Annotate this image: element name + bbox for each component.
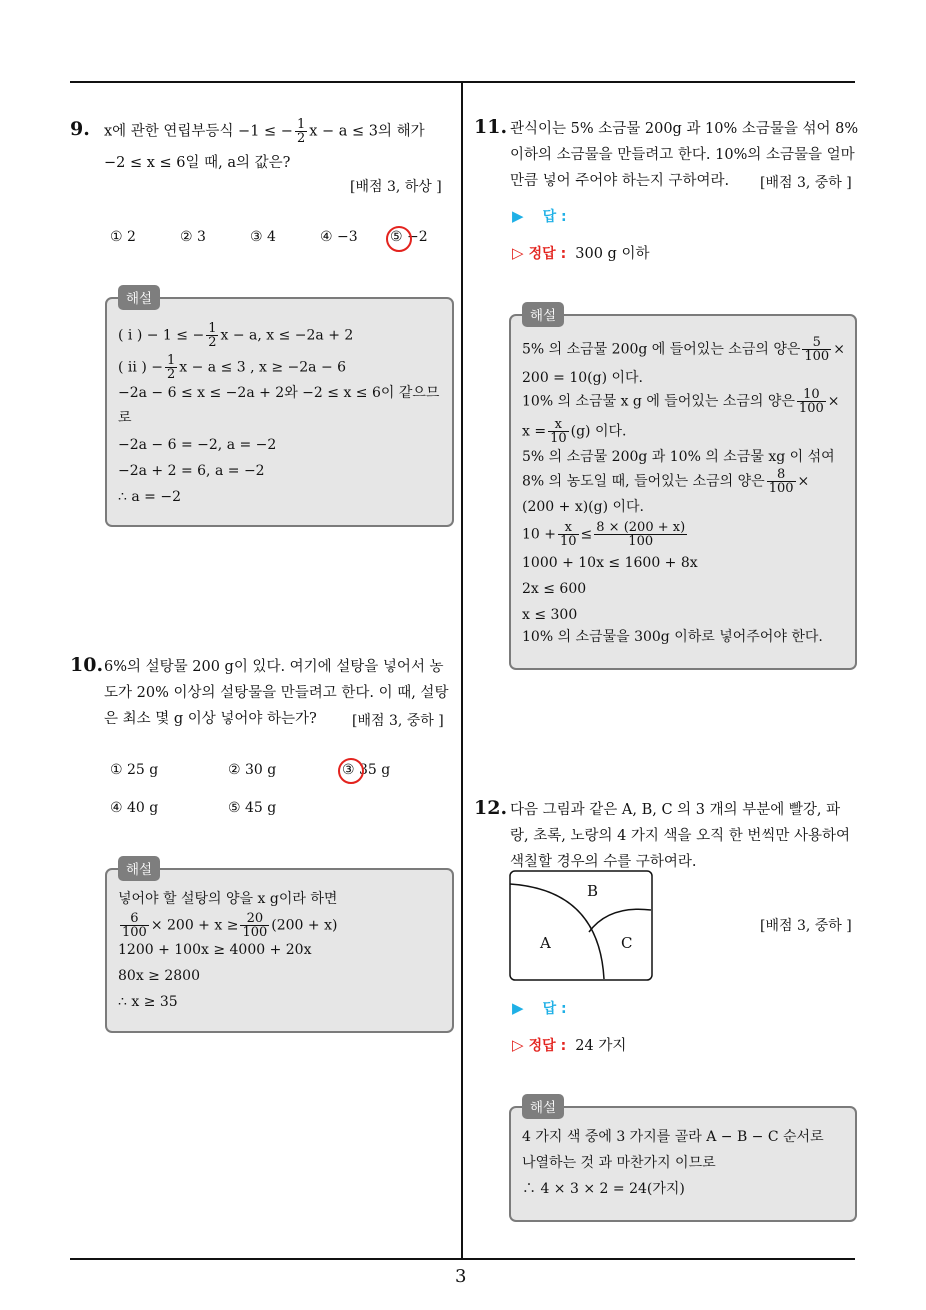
question-text-line: 이하의 소금물을 만들려고 한다. 10%의 소금물을 얼마: [510, 147, 855, 163]
explanation-line: 80x ≥ 2800: [118, 968, 200, 984]
correct-label: 정답 :: [528, 1038, 567, 1054]
answer-label: 답 :: [542, 209, 567, 225]
question-text-line: 도가 20% 이상의 설탕물을 만들려고 한다. 이 때, 설탕: [104, 685, 449, 701]
question-text-line: −2 ≤ x ≤ 6일 때, a의 값은?: [104, 155, 291, 171]
question-text-line: 다음 그림과 같은 A, B, C 의 3 개의 부분에 빨강, 파: [510, 802, 841, 818]
question-text-line: 만큼 넣어 주어야 하는지 구하여라.: [510, 173, 730, 189]
explanation-line: x = $\frac{x}{10}$ (g) 이다.: [522, 417, 627, 446]
explanation-line: 1200 + 100x ≥ 4000 + 20x: [118, 942, 312, 958]
difficulty-label: [배점 3, 하상 ]: [350, 179, 442, 195]
play-arrow-icon: ▶: [512, 207, 524, 225]
question-text-line: 6%의 설탕물 200 g이 있다. 여기에 설탕을 넣어서 농: [104, 659, 444, 675]
answer-circle-mark: [386, 226, 412, 252]
fraction: $\frac{x}{10}$: [550, 417, 567, 446]
choice-3[interactable]: ③ 4: [250, 229, 276, 245]
explanation-line: ∴ a = −2: [118, 489, 181, 505]
difficulty-label: [배점 3, 중하 ]: [760, 918, 852, 934]
explanation-line: 4 가지 색 중에 3 가지를 골라 A − B − C 순서로: [522, 1129, 824, 1145]
fraction: $\frac{10}{100}$: [798, 387, 824, 416]
answer-circle-mark: [338, 758, 364, 784]
play-arrow-icon: ▶: [512, 999, 524, 1017]
question-text-line: 색칠할 경우의 수를 구하여라.: [510, 854, 697, 870]
correct-answer-row: [512, 242, 649, 263]
explanation-line: 200 = 10(g) 이다.: [522, 370, 644, 386]
choice-4[interactable]: ④ 40 g: [110, 800, 159, 816]
page-number: 3: [455, 1266, 467, 1287]
explanation-line: 나열하는 것 과 마찬가지 이므로: [522, 1155, 716, 1171]
answer-row: [512, 998, 567, 1018]
explanation-line: 로: [118, 410, 132, 426]
fraction: $\frac{5}{100}$: [804, 335, 830, 364]
explanation-line: −2a + 2 = 6, a = −2: [118, 463, 265, 479]
outline-arrow-icon: ▷: [512, 1036, 524, 1054]
figure-label-b: B: [587, 882, 599, 900]
arc-b-c: [589, 909, 651, 932]
column-divider: [461, 81, 463, 1259]
choice-2[interactable]: ② 3: [180, 229, 206, 245]
explanation-line: $\frac{6}{100}$ × 200 + x ≥ $\frac{20}{100}$ (200 + x): [122, 911, 338, 940]
question-number: 10.: [70, 654, 104, 676]
fraction: $\frac{1}{2}$: [166, 353, 176, 382]
bottom-rule: [70, 1258, 855, 1260]
explanation-line: 넣어야 할 설탕의 양을 x g이라 하면: [118, 891, 338, 907]
explanation-line: ∴ x ≥ 35: [118, 994, 178, 1010]
question-text-line: 랑, 초록, 노랑의 4 가지 색을 오직 한 번씩만 사용하여: [510, 828, 851, 844]
explanation-line: 10 + $\frac{x}{10}$ ≤ $\frac{8 \times (200 + x)}{100}$: [522, 520, 686, 549]
choice-5[interactable]: ⑤ −2: [390, 229, 428, 245]
choice-2[interactable]: ② 30 g: [228, 762, 277, 778]
fraction: $\frac{6}{100}$: [122, 911, 147, 940]
choice-4[interactable]: ④ −3: [320, 229, 358, 245]
difficulty-label: [배점 3, 중하 ]: [352, 713, 444, 729]
explanation-line: −2a − 6 ≤ x ≤ −2a + 2와 −2 ≤ x ≤ 6이 같으므: [118, 385, 440, 401]
correct-value: 24 가지: [575, 1038, 627, 1054]
explanation-line: x ≤ 300: [522, 607, 578, 623]
figure-label-a: A: [540, 934, 551, 952]
choice-1[interactable]: ① 2: [110, 229, 136, 245]
explanation-line: ( ii ) − $\frac{1}{2}$ x − a ≤ 3 , x ≥ −2a − 6: [118, 353, 347, 382]
question-text-line: 관식이는 5% 소금물 200g 과 10% 소금물을 섞어 8%: [510, 121, 859, 137]
fraction: $\frac{1}{2}$: [296, 117, 306, 146]
choice-1[interactable]: ① 25 g: [110, 762, 159, 778]
explanation-line: −2a − 6 = −2, a = −2: [118, 437, 277, 453]
fraction: $\frac{8 \times (200 + x)}{100}$: [596, 520, 686, 549]
explanation-line: 10% 의 소금물을 300g 이하로 넣어주어야 한다.: [522, 629, 823, 645]
explanation-line: 2x ≤ 600: [522, 581, 587, 597]
explanation-tag: 해설: [522, 302, 564, 327]
choice-3[interactable]: ③ 35 g: [342, 762, 391, 778]
explanation-line: ( i ) − 1 ≤ − $\frac{1}{2}$ x − a, x ≤ −2a + 2: [118, 321, 354, 350]
explanation-line: ∴ 4 × 3 × 2 = 24(가지): [522, 1181, 685, 1197]
question-number: 12.: [474, 797, 508, 819]
answer-label: 답 :: [542, 1001, 567, 1017]
answer-row: [512, 206, 567, 226]
explanation-tag: 해설: [522, 1094, 564, 1119]
figure-label-c: C: [621, 934, 633, 952]
choice-5[interactable]: ⑤ 45 g: [228, 800, 277, 816]
fraction: $\frac{8}{100}$: [768, 467, 794, 496]
explanation-tag: 해설: [118, 285, 160, 310]
region-figure: [509, 870, 653, 981]
correct-answer-row: [512, 1034, 626, 1055]
explanation-tag: 해설: [118, 856, 160, 881]
question-number: 11.: [474, 116, 508, 138]
correct-value: 300 g 이하: [575, 246, 650, 262]
fraction: $\frac{20}{100}$: [242, 911, 268, 940]
correct-label: 정답 :: [528, 246, 567, 262]
outline-arrow-icon: ▷: [512, 244, 524, 262]
difficulty-label: [배점 3, 중하 ]: [760, 175, 852, 191]
explanation-line: 5% 의 소금물 200g 과 10% 의 소금물 xg 이 섞여: [522, 449, 835, 465]
fraction: $\frac{x}{10}$: [560, 520, 577, 549]
explanation-line: 8% 의 농도일 때, 들어있는 소금의 양은 $\frac{8}{100}$ ×: [522, 467, 810, 496]
explanation-line: (200 + x)(g) 이다.: [522, 499, 645, 515]
question-text-line: 은 최소 몇 g 이상 넣어야 하는가?: [104, 711, 317, 727]
question-text-line: x에 관한 연립부등식 −1 ≤ − $\frac{1}{2}$ x − a ≤ 3의 해가: [104, 117, 425, 146]
explanation-line: 1000 + 10x ≤ 1600 + 8x: [522, 555, 698, 571]
explanation-line: 10% 의 소금물 x g 에 들어있는 소금의 양은 $\frac{10}{100}$ ×: [522, 387, 840, 416]
question-number: 9.: [70, 118, 90, 140]
fraction: $\frac{1}{2}$: [208, 321, 217, 350]
explanation-line: 5% 의 소금물 200g 에 들어있는 소금의 양은 $\frac{5}{100}$ ×: [522, 335, 845, 364]
